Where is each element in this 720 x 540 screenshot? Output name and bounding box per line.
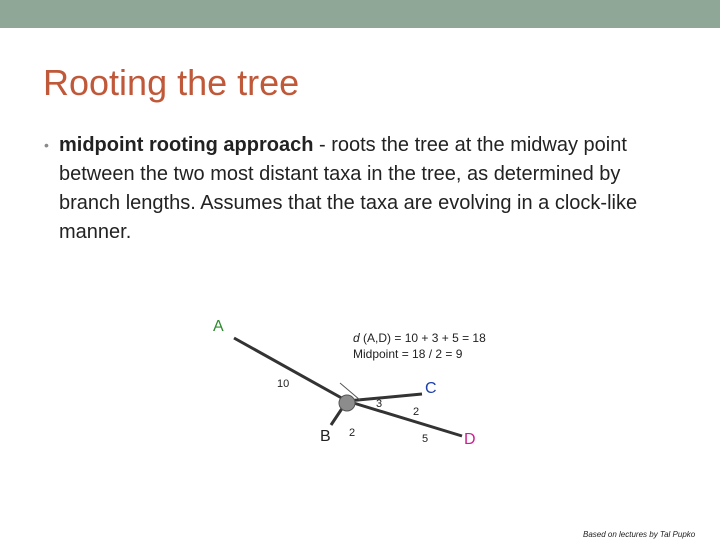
branch-length-c-stub: 2: [413, 406, 420, 418]
branch-a: [234, 338, 347, 401]
midpoint-formula: Midpoint = 18 / 2 = 9: [353, 347, 463, 361]
branch-length-b-stub: 2: [349, 427, 356, 439]
branch-length-mid-short: 3: [376, 398, 383, 410]
branch-length-ab: 10: [277, 378, 290, 390]
branch-d: [347, 401, 462, 436]
bullet-dot-icon: •: [44, 137, 49, 153]
taxon-b-label: B: [320, 428, 331, 445]
branch-length-d: 5: [422, 433, 429, 445]
bullet-term: midpoint rooting approach: [59, 134, 314, 156]
distance-formula-rest: (A,D) = 10 + 3 + 5 = 18: [359, 331, 486, 345]
distance-formula-prefix: d: [353, 331, 360, 345]
taxon-c-label: C: [425, 380, 437, 397]
midpoint-node: [339, 395, 355, 411]
bullet-body: - roots the tree at the midway point between the two most distant taxa in the tree, as determined by branch lengths. Assumes that the taxa are evolving in a clock-like manner.: [59, 134, 638, 243]
credit-text: Based on lectures by Tal Pupko: [583, 530, 696, 539]
taxon-a-label: A: [213, 318, 224, 335]
taxon-d-label: D: [464, 431, 476, 448]
slide-title: Rooting the tree: [43, 62, 300, 103]
distance-formula: [353, 331, 486, 345]
branch-c: [347, 394, 422, 401]
